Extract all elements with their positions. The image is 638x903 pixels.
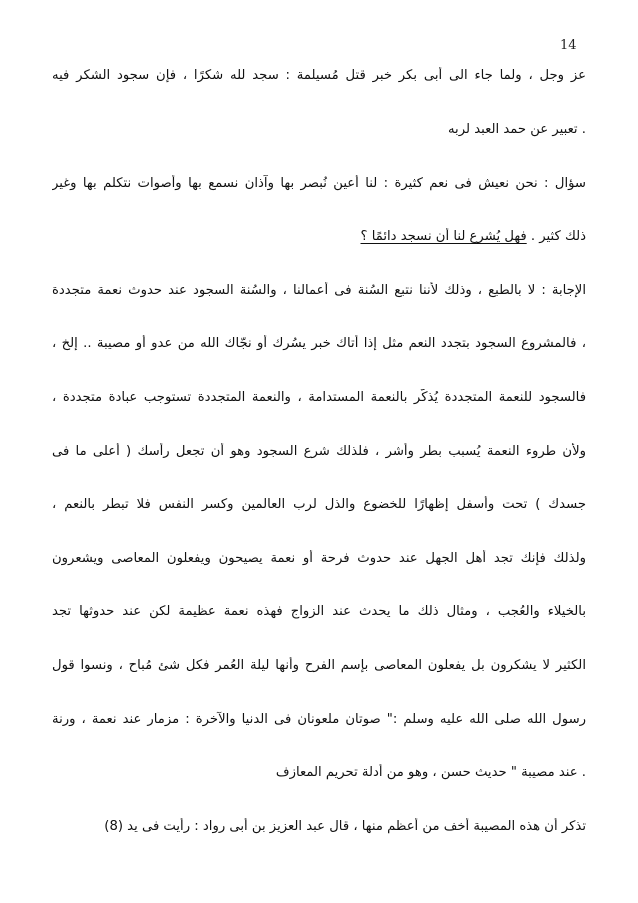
page-number: 14 <box>560 38 577 53</box>
text-line-8: ولأن طروء النعمة يُسبب بطر وأشر ، فلذلك شرع السجود وهو أن تجعل رأسك ( أعلى ما فى <box>52 444 586 459</box>
underlined-question: فهل يُشرع لنا أن نسجد دائمًا ؟ <box>360 229 527 244</box>
text-line-7: فالسجود للنعمة المتجددة يُذكّر بالنعمة المستدامة ، والنعمة المتجددة تستوجب عبادة متجددة ، <box>52 390 586 405</box>
text-line-11: بالخيلاء والعُجب ، ومثال ذلك ما يحدث عند الزواج فهذه نعمة عظيمة لكن عند حدوثها تجد <box>52 604 586 619</box>
text-line-4-plain: ذلك كثير . <box>526 229 586 244</box>
text-line-10: ولذلك فإنك تجد أهل الجهل عند حدوث فرحة أو نعمة يصيحون ويفعلون المعاصى ويشعرون <box>52 551 586 566</box>
text-line-15: تذكر أن هذه المصيبة أخف من أعظم منها ، قال عبد العزيز بن أبى رواد : رأيت فى يد (8) <box>104 819 586 834</box>
text-line-13: رسول الله صلى الله عليه وسلم :" صوتان ملعونان فى الدنيا والآخرة : مزمار عند نعمة ، ورنة <box>52 712 586 727</box>
text-line-12: الكثير لا يشكرون بل يفعلون المعاصى بإسم الفرح وأنها ليلة العُمر فكل شئ مُباح ، ونسوا قول <box>52 658 586 673</box>
text-line-3: سؤال : نحن نعيش فى نعم كثيرة : لنا أعين نُبصر بها وآذان نسمع بها وأصوات نتكلم بها وغير <box>52 176 586 191</box>
text-line-1: عز وجل ، ولما جاء الى أبى بكر خبر قتل مُسيلمة : سجد لله شكرًا ، فإن سجود الشكر فيه <box>52 68 586 83</box>
text-line-14: . عند مصيبة " حديث حسن ، وهو من أدلة تحريم المعازف <box>275 765 586 780</box>
text-line-6: ، فالمشروع السجود بتجدد النعم مثل إذا أتاك خبر يسُرك أو نجّاك الله من عدو أو مصيبة .. إلخ ، <box>52 336 586 351</box>
text-line-9: جسدك ) تحت وأسفل إظهارًا للخضوع والذل لرب العالمين وكسر النفس فلا تبطر بالنعم ، <box>52 497 586 512</box>
text-line-5: الإجابة : لا بالطبع ، وذلك لأننا نتبع السُنة فى أعمالنا ، والسُنة السجود عند حدوث نعمة متجددة <box>52 283 586 298</box>
text-line-2: . تعبير عن حمد العبد لربه <box>447 122 586 137</box>
text-line-4 <box>52 228 586 246</box>
